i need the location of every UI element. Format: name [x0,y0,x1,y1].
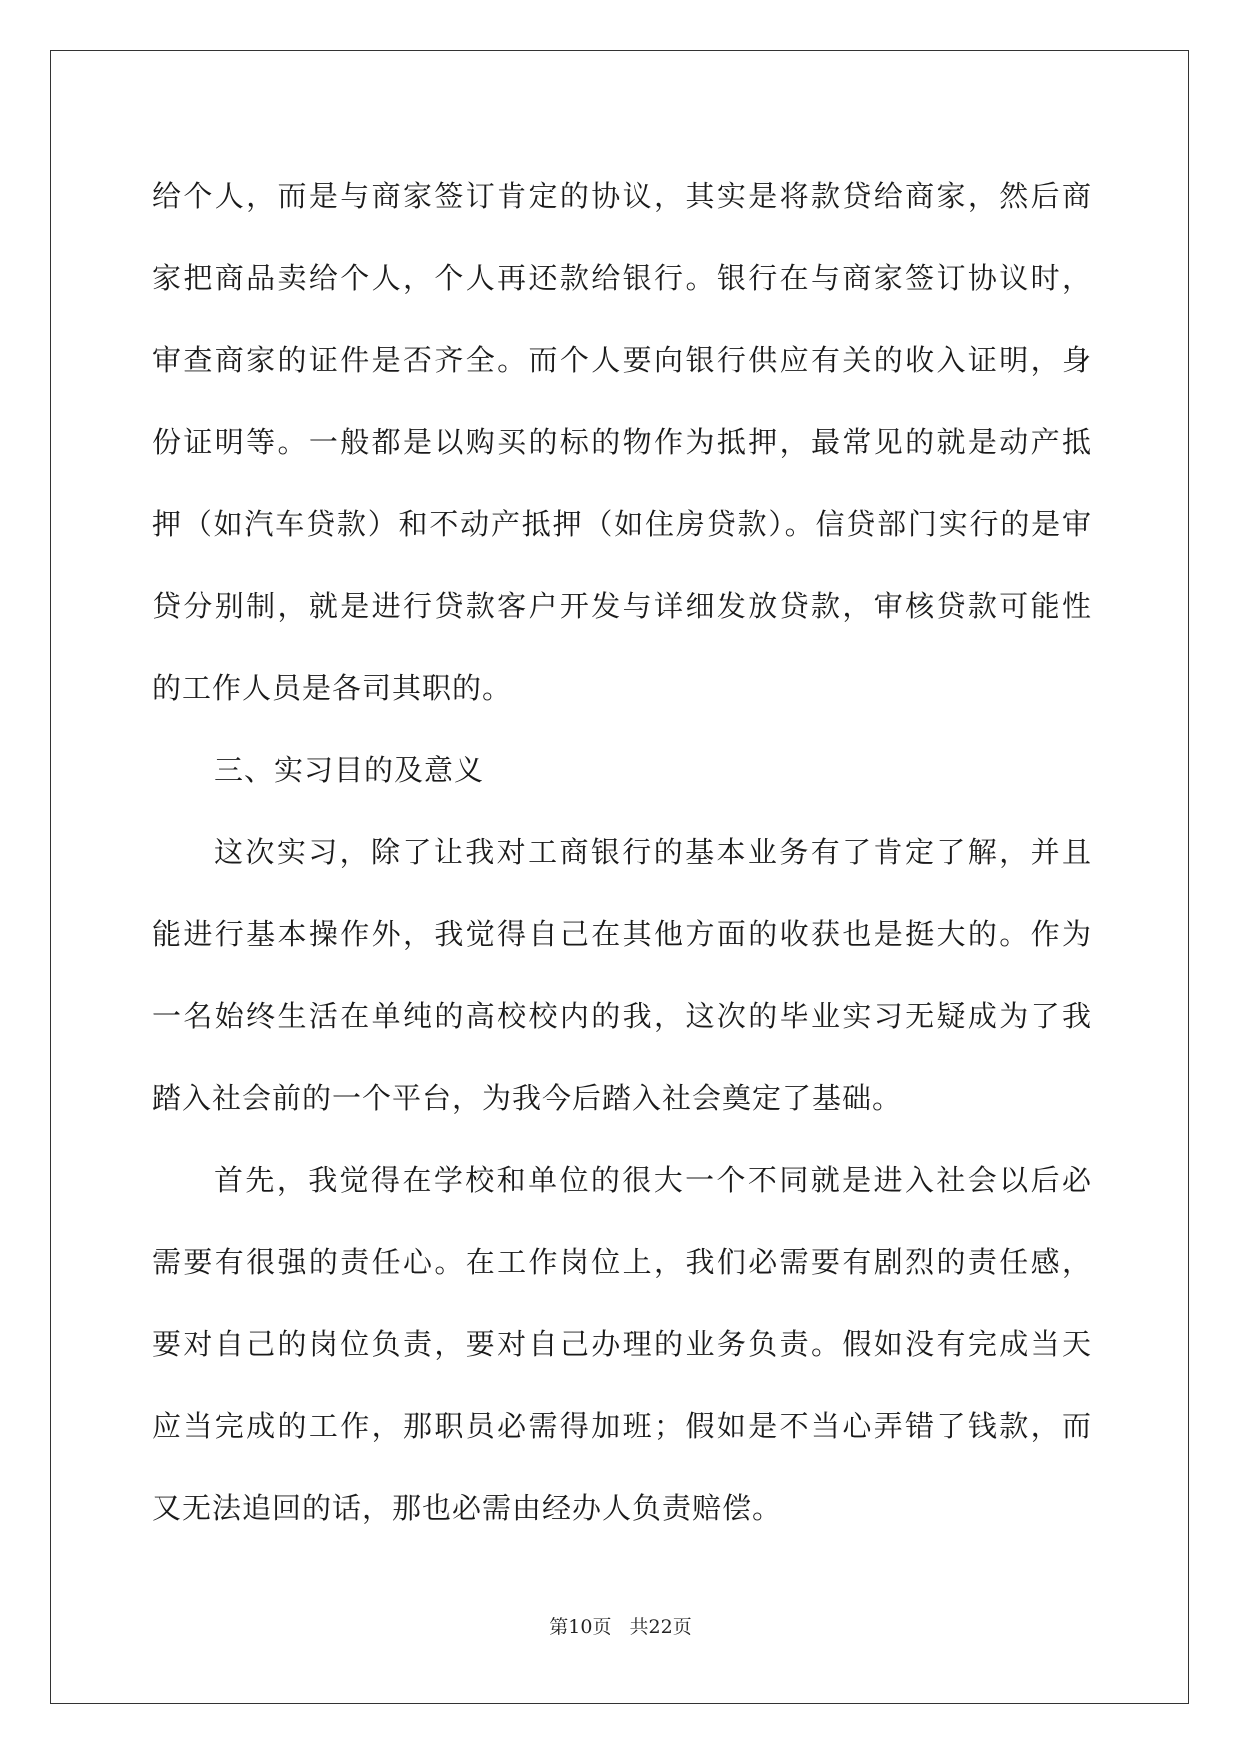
page-number-current: 第10页 [549,1616,612,1638]
document-body [152,155,1092,1549]
text-line: 家把商品卖给个人，个人再还款给银行。银行在与商家签订协议时， [152,261,1092,295]
text-line: 能进行基本操作外，我觉得自己在其他方面的收获也是挺大的。作为 [152,917,1092,951]
page-number-total: 共22页 [629,1616,692,1638]
text-line: 又无法追回的话，那也必需由经办人负责赔偿。 [152,1491,783,1525]
text-line: 踏入社会前的一个平台，为我今后踏入社会奠定了基础。 [152,1081,903,1115]
page-footer [0,1612,1241,1639]
text-line: 份证明等。一般都是以购买的标的物作为抵押，最常见的就是动产抵 [152,425,1092,459]
text-line: 押（如汽车贷款）和不动产抵押（如住房贷款）。信贷部门实行的是审 [152,507,1092,541]
text-line: 要对自己的岗位负责，要对自己办理的业务负责。假如没有完成当天 [152,1327,1092,1361]
text-line: 需要有很强的责任心。在工作岗位上，我们必需要有剧烈的责任感， [152,1245,1092,1279]
text-line: 一名始终生活在单纯的高校校内的我，这次的毕业实习无疑成为了我 [152,999,1092,1033]
text-line: 这次实习，除了让我对工商银行的基本业务有了肯定了解，并且 [214,835,1092,869]
text-line: 贷分别制，就是进行贷款客户开发与详细发放贷款，审核贷款可能性 [152,589,1092,623]
text-line: 三、实习目的及意义 [214,753,485,787]
text-line: 审查商家的证件是否齐全。而个人要向银行供应有关的收入证明，身 [152,343,1092,377]
text-line: 应当完成的工作，那职员必需得加班；假如是不当心弄错了钱款，而 [152,1409,1092,1443]
text-line: 给个人，而是与商家签订肯定的协议，其实是将款贷给商家，然后商 [152,179,1092,213]
text-line: 的工作人员是各司其职的。 [152,671,513,705]
text-line: 首先，我觉得在学校和单位的很大一个不同就是进入社会以后必 [214,1163,1092,1197]
